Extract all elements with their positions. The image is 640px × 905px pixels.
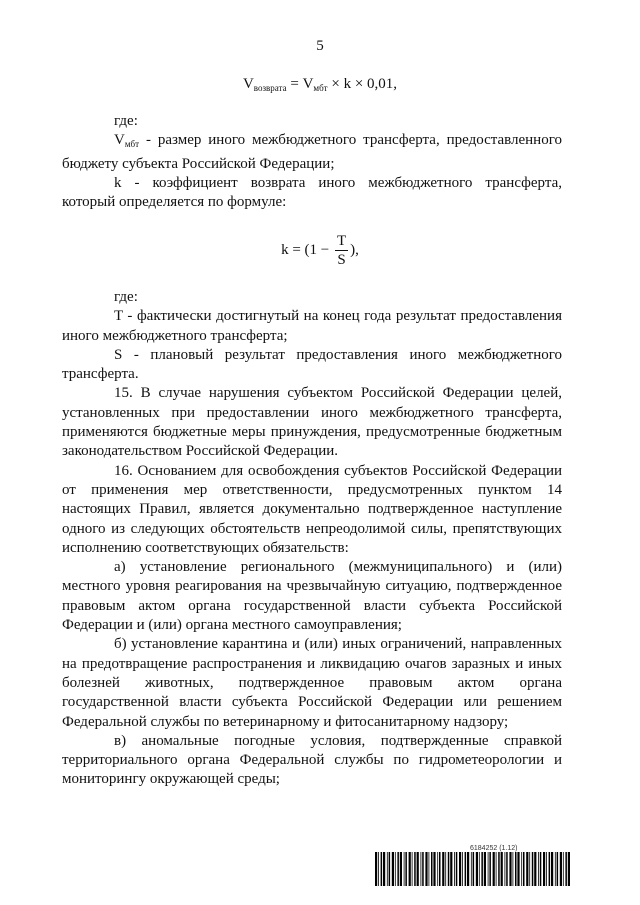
formula-var: V <box>114 132 125 149</box>
fraction <box>335 232 348 269</box>
formula-k <box>0 232 640 269</box>
fraction-denominator: S <box>337 252 346 268</box>
paragraph: S - плановый результат предоставления иного межбюджетного трансферта. <box>62 346 562 383</box>
paragraph: 15. В случае нарушения субъектом Российской Федерации целей, установленных при предоставлении иного межбюджетного трансферта, применяются бюджетные меры принуждения, предусмотренные бюджетным законодательством Российской Федерации. <box>62 385 562 460</box>
formula-subscript: мбт <box>124 139 140 150</box>
paragraph: где: <box>114 113 138 129</box>
paragraph: в) аномальные погодные условия, подтвержденные справкой территориального органа Федеральной службы по гидрометеорологии и мониторингу окружающей среды; <box>62 732 562 788</box>
formula-var: V <box>302 76 314 92</box>
formula-vozvrata <box>0 76 640 93</box>
formula-subscript: возврата <box>253 83 287 93</box>
formula-eq: = <box>286 76 303 92</box>
paragraph: б) установление карантина и (или) иных ограничений, направленных на предотвращение распространения и ликвидацию очагов заразных и иных болезней животных, подтвержденное правовым актом органа государственной власти субъекта Российской Федерации или решением Федеральной службы по ветеринарному и фитосанитарному надзору; <box>62 636 562 730</box>
formula-lhs: k = (1 − <box>281 241 333 258</box>
paragraph <box>62 131 562 174</box>
paragraph: а) установление регионального (межмуниципального) и (или) местного уровня реагирования на чрезвычайную ситуацию, подтвержденное правовым актом органа государственной власти субъекта Российской Федерации и (или) органа местного самоуправления; <box>62 559 562 634</box>
paragraph: k - коэффициент возврата иного межбюджетного трансферта, который определяется по формуле: <box>62 174 562 211</box>
paragraph: где: <box>114 289 138 305</box>
document-code: 6184252 (1.12) <box>470 845 518 852</box>
formula-rest: ), <box>350 241 359 258</box>
barcode-icon <box>375 852 571 886</box>
paragraph: 16. Основанием для освобождения субъектов Российской Федерации от применения мер ответственности, предусмотренных пунктом 14 настоящих Правил, является документально подтвержденное наступление одного из следующих обстоятельств непреодолимой силы, препятствующих исполнению соответствующих обязательств: <box>62 462 562 556</box>
paragraph-text: - размер иного межбюджетного трансферта, предоставленного бюджету субъекта Российской Федерации; <box>62 132 562 172</box>
formula-rest: × k × 0,01, <box>327 76 398 92</box>
page-number: 5 <box>316 38 324 54</box>
text-block-main <box>62 288 562 790</box>
paragraph: T - фактически достигнутый на конец года результат предоставления иного межбюджетного трансферта; <box>62 308 562 344</box>
formula-var: V <box>242 76 254 92</box>
text-block-top <box>62 112 562 212</box>
fraction-numerator: T <box>337 233 347 249</box>
formula-subscript: мбт <box>313 83 328 93</box>
